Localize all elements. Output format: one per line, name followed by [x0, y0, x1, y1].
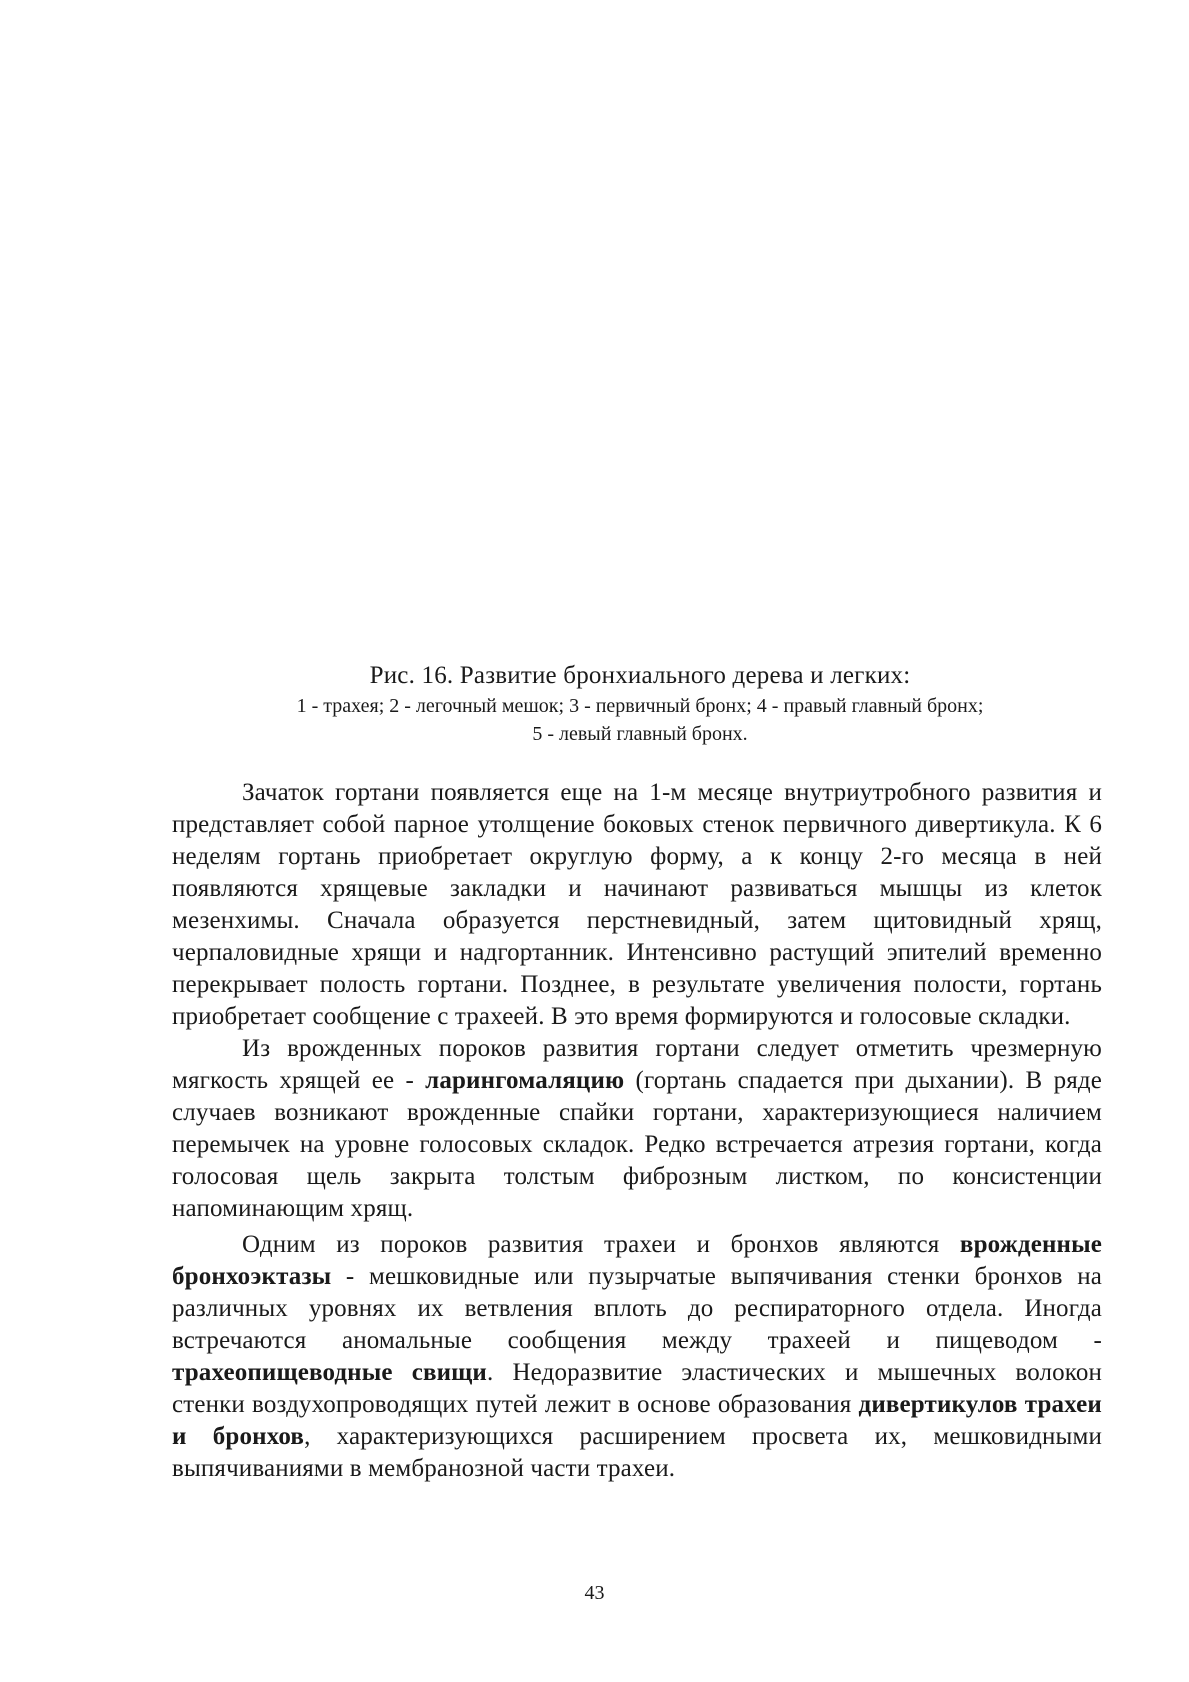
- paragraph-trachea-bronchi-malformations: [172, 1229, 1102, 1485]
- text-run: , характеризующихся расширением просвета их, мешковидными выпячиваниями в мембранозной части трахеи.: [172, 1423, 1102, 1482]
- figure-placeholder: [170, 60, 1110, 650]
- figure-caption: [170, 660, 1110, 748]
- text-run: Из врожденных пороков развития гортани следует отметить чрезмерную мягкость хрящей ее -: [172, 1035, 1102, 1094]
- caption-title: Рис. 16. Развитие бронхиального дерева и легких:: [369, 662, 911, 689]
- term-tracheoesophageal-fistulas: трахеопищеводные свищи: [172, 1359, 487, 1386]
- paragraph-larynx-malformations: [172, 1033, 1102, 1225]
- term-diverticula: дивертикулов трахеи и бронхов: [172, 1391, 1102, 1450]
- text-run: (гортань спадается при дыхании). В ряде случаев возникают врожденные спайки гортани, характеризующиеся наличием перемычек на уровне голосовых складок. Редко встречается атрезия гортани, когда голосовая щель закрыта толстым фиброзным листком, по консистенции напоминающим хрящ.: [172, 1067, 1102, 1222]
- body-text: [172, 777, 1102, 1485]
- text-run: . Недоразвитие эластических и мышечных волокон стенки воздухопроводящих путей лежит в основе образования: [172, 1359, 1102, 1418]
- term-laryngomalacia: ларингомаляцию: [425, 1067, 625, 1094]
- caption-legend-line-2: 5 - левый главный бронх.: [532, 723, 748, 745]
- caption-legend-line-1: 1 - трахея; 2 - легочный мешок; 3 - первичный бронх; 4 - правый главный бронх;: [296, 695, 984, 717]
- text-run: - мешковидные или пузырчатые выпячивания стенки бронхов на различных уровнях их ветвления вплоть до респираторного отдела. Иногда встречаются аномальные сообщения между трахеей и пищеводом -: [172, 1263, 1102, 1354]
- paragraph-larynx-development: Зачаток гортани появляется еще на 1-м месяце внутриутробного развития и представляет собой парное утолщение боковых стенок первичного дивертикула. К 6 неделям гортань приобретает округлую форму, а к концу 2-го месяца в ней появляются хрящевые закладки и начинают развиваться мышцы из клеток мезенхимы. Сначала образуется перстневидный, затем щитовидный хрящ, черпаловидные хрящи и надгортанник. Интенсивно растущий эпителий временно перекрывает полость гортани. Позднее, в результате увеличения полости, гортань приобретает сообщение с трахеей. В это время формируются и голосовые складки.: [172, 779, 1102, 1030]
- term-congenital-bronchiectasis: врожденные бронхоэктазы: [172, 1231, 1102, 1290]
- text-run: Одним из пороков развития трахеи и бронхов являются: [242, 1231, 960, 1258]
- page-number: 43: [584, 1582, 605, 1604]
